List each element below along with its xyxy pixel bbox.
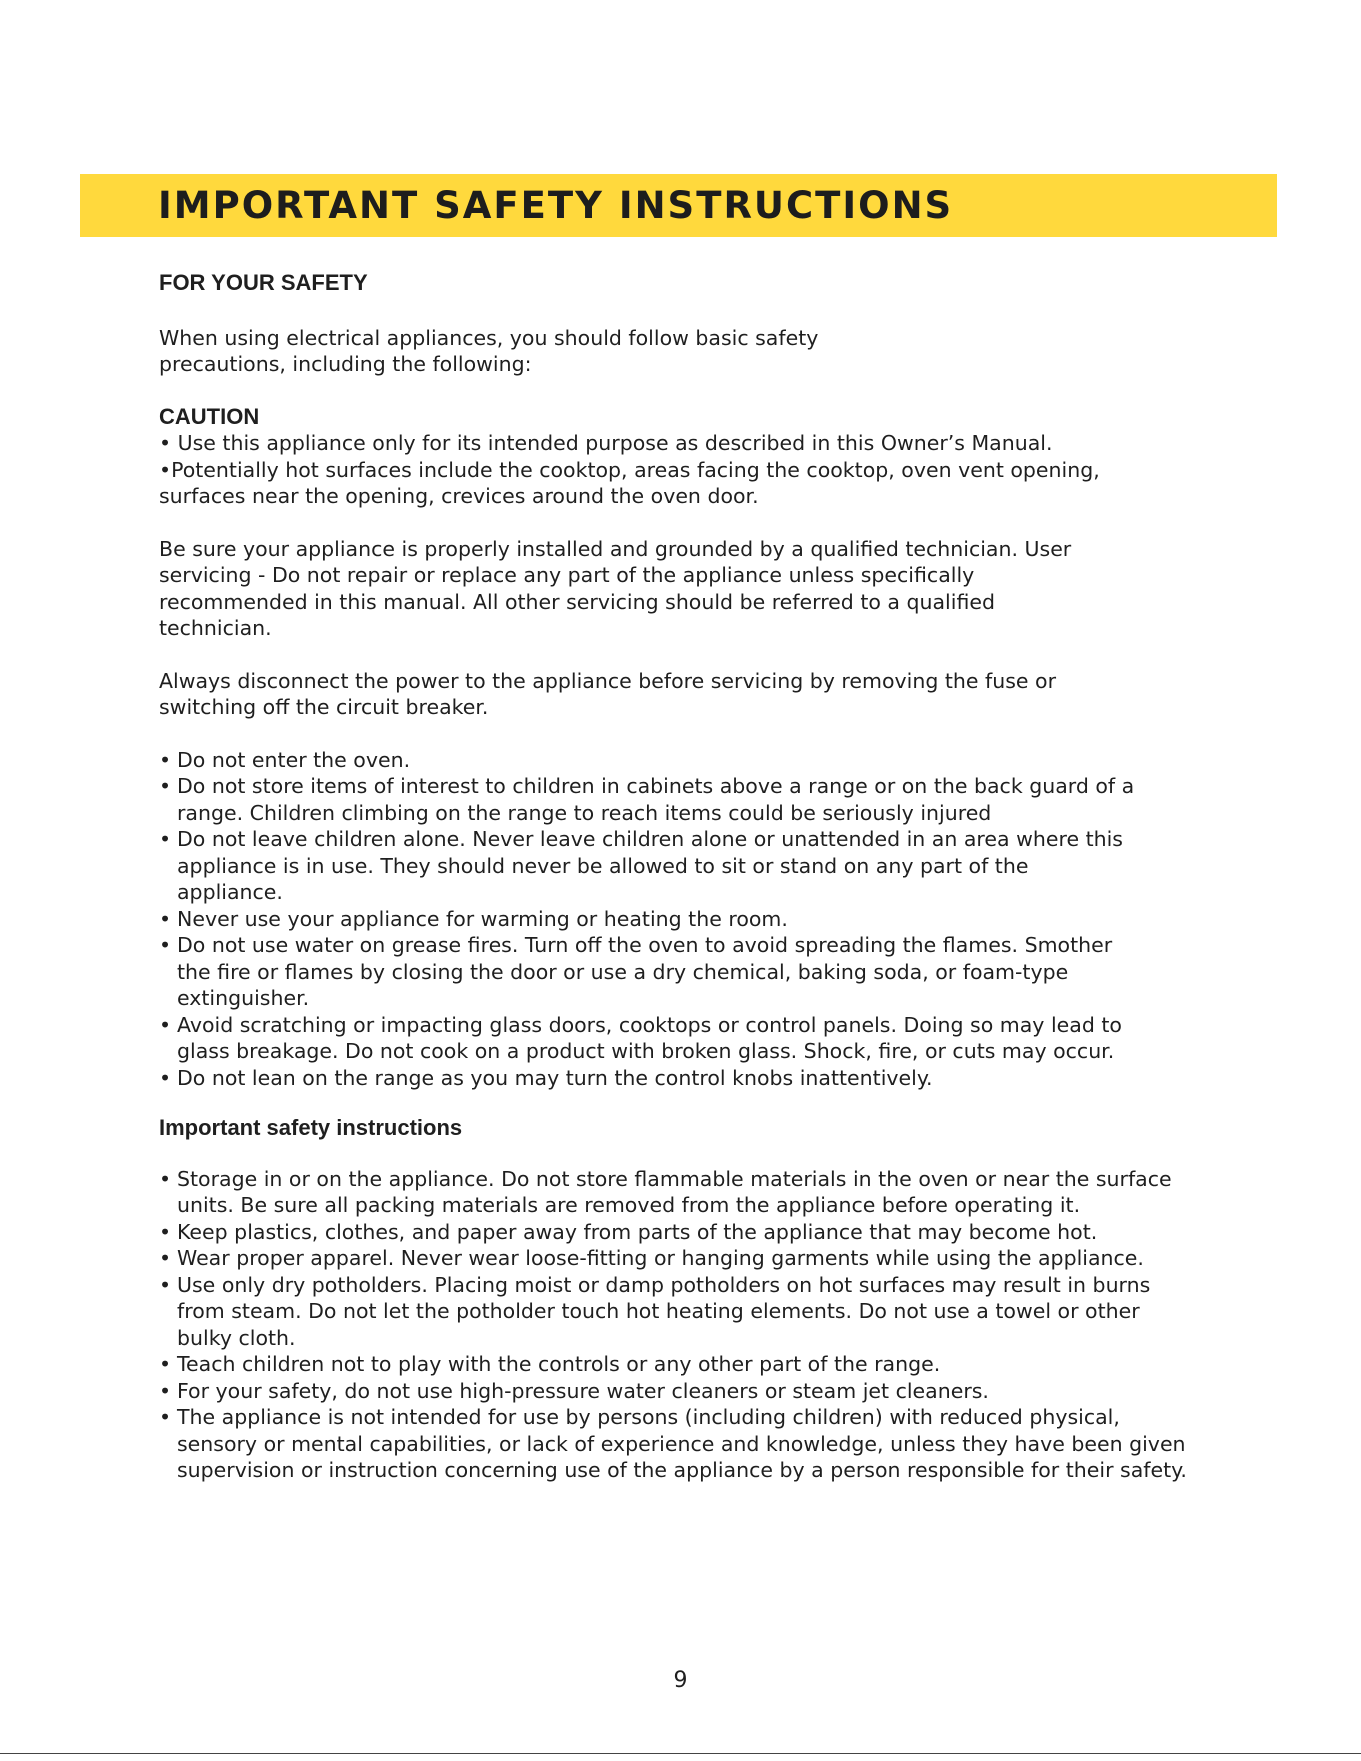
- list-item: • The appliance is not intended for use by persons (including children) with reduced physical, sensory or mental capabilities, or lack of experience and knowledge, unless they have been given supervision or instruction concerning use of the appliance by a person responsible for their safety.: [159, 1404, 1189, 1484]
- list-item: • Teach children not to play with the controls or any other part of the range.: [159, 1351, 1189, 1378]
- intro-paragraph: When using electrical appliances, you should follow basic safety precautions, including the following:: [159, 325, 819, 376]
- list-item: • Do not store items of interest to children in cabinets above a range or on the back guard of a range. Children climbing on the range to reach items could be seriously injured: [159, 773, 1139, 826]
- safety-bullet-list: [159, 747, 1139, 1092]
- caution-item: • Use this appliance only for its intended purpose as described in this Owner’s Manual.: [159, 431, 1053, 455]
- page-number: 9: [673, 1668, 688, 1693]
- list-item: • Use only dry potholders. Placing moist or damp potholders on hot surfaces may result in burns from steam. Do not let the potholder touch hot heating elements. Do not use a towel or other bulky cloth.: [159, 1272, 1189, 1352]
- list-item: • Never use your appliance for warming or heating the room.: [159, 906, 1139, 933]
- list-item: • Keep plastics, clothes, and paper away from parts of the appliance that may become hot.: [159, 1219, 1189, 1246]
- important-safety-heading: Important safety instructions: [159, 1115, 463, 1140]
- caution-list: [159, 430, 1189, 510]
- disconnect-paragraph: Always disconnect the power to the appliance before servicing by removing the fuse or switching off the circuit breaker.: [159, 668, 1057, 719]
- list-item: • Do not use water on grease fires. Turn off the oven to avoid spreading the flames. Smother the fire or flames by closing the door or use a dry chemical, baking soda, or foam-type extinguisher.: [159, 932, 1139, 1012]
- caution-item: •Potentially hot surfaces include the cooktop, areas facing the cooktop, oven vent opening, surfaces near the opening, crevices around the oven door.: [159, 457, 1100, 508]
- caution-heading: CAUTION: [159, 403, 260, 429]
- list-item: • Do not enter the oven.: [159, 747, 1139, 774]
- list-item: • Do not lean on the range as you may turn the control knobs inattentively.: [159, 1065, 1139, 1092]
- list-item: • Storage in or on the appliance. Do not store flammable materials in the oven or near the surface units. Be sure all packing materials are removed from the appliance before operating it.: [159, 1166, 1189, 1219]
- list-item: • Wear proper apparel. Never wear loose-fitting or hanging garments while using the appliance.: [159, 1245, 1189, 1272]
- list-item: • Do not leave children alone. Never leave children alone or unattended in an area where this appliance is in use. They should never be allowed to sit or stand on any part of the appliance.: [159, 826, 1139, 906]
- title-banner: [80, 174, 1277, 237]
- for-your-safety-heading: FOR YOUR SAFETY: [159, 270, 368, 295]
- important-bullet-list: [159, 1166, 1189, 1484]
- list-item: • For your safety, do not use high-pressure water cleaners or steam jet cleaners.: [159, 1378, 1189, 1405]
- page-title: IMPORTANT SAFETY INSTRUCTIONS: [158, 184, 954, 227]
- installation-paragraph: Be sure your appliance is properly installed and grounded by a qualified technician. User servicing - Do not repair or replace any part of the appliance unless specifically recommended in this manual. All other servicing should be referred to a qualified technician.: [159, 536, 1072, 640]
- bottom-divider: [0, 1753, 1361, 1754]
- list-item: • Avoid scratching or impacting glass doors, cooktops or control panels. Doing so may lead to glass breakage. Do not cook on a product with broken glass. Shock, fire, or cuts may occur.: [159, 1012, 1139, 1065]
- main-content: [159, 270, 1189, 1484]
